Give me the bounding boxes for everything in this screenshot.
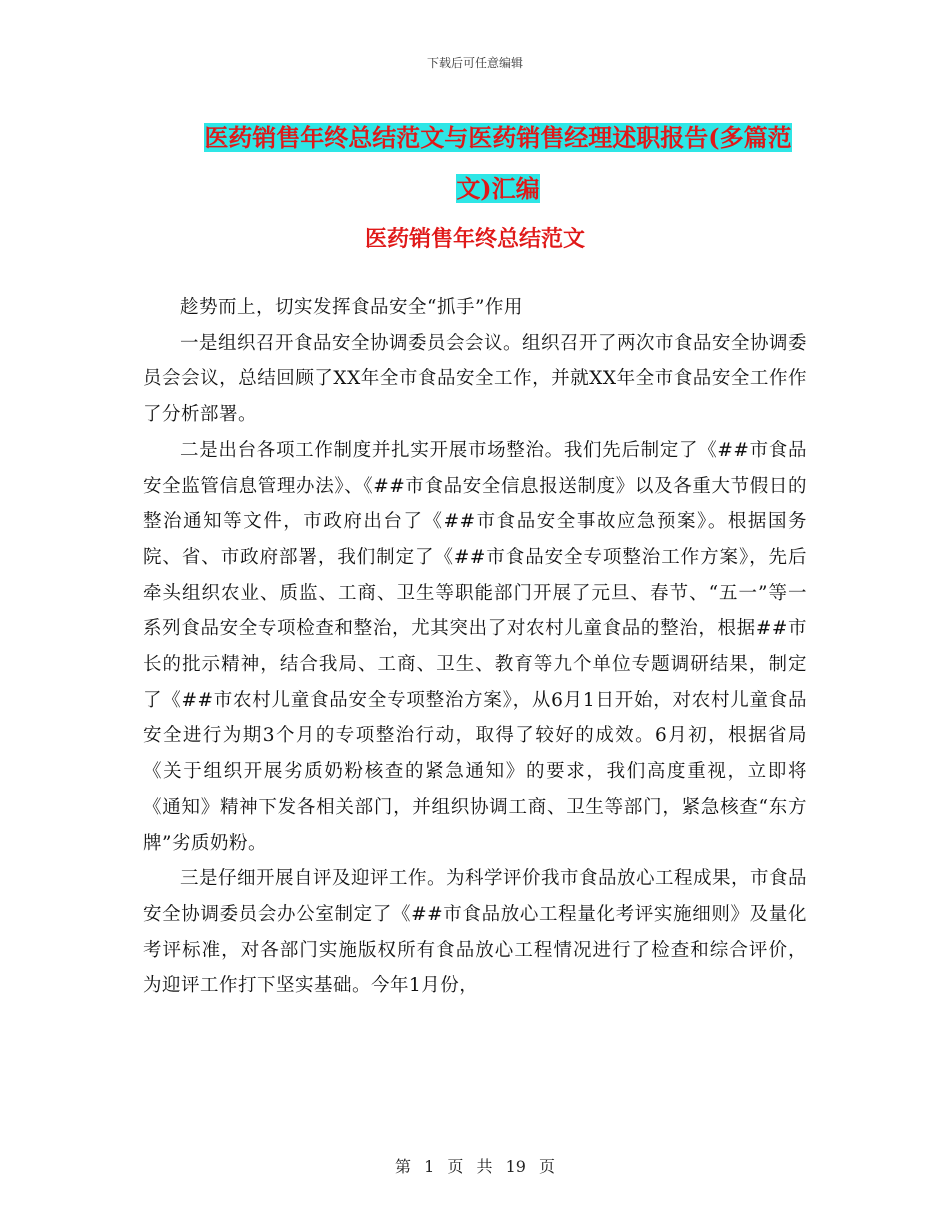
paragraph: 一是组织召开食品安全协调委员会会议。组织召开了两次市食品安全协调委员会会议，总结回顾了XX年全市食品安全工作，并就XX年全市食品安全工作作了分析部署。: [143, 332, 808, 426]
document-title: [188, 112, 808, 214]
paragraph: 二是出台各项工作制度并扎实开展市场整治。我们先后制定了《##市食品安全监管信息管理办法》、《##市食品安全信息报送制度》以及各重大节假日的整治通知等文件，市政府出台了《##市食品安全事故应急预案》。根据国务院、省、市政府部署，我们制定了《##市食品安全专项整治工作方案》，先后牵头组织农业、质监、工商、卫生等职能部门开展了元旦、春节、“五一”等一系列食品安全专项检查和整治，尤其突出了对农村儿童食品的整治，根据##市长的批示精神，结合我局、工商、卫生、教育等九个单位专题调研结果，制定了《##市农村儿童食品安全专项整治方案》，从6月1日开始，对农村儿童食品安全进行为期3个月的专项整治行动，取得了较好的成效。6月初，根据省局《关于组织开展劣质奶粉核查的紧急通知》的要求，我们高度重视，立即将《通知》精神下发各相关部门，并组织协调工商、卫生等部门，紧急核查“东方牌”劣质奶粉。: [143, 439, 807, 854]
header-note: 下载后可任意编辑: [426, 56, 523, 70]
current-page-number: 1: [424, 1157, 435, 1176]
page-label-prefix: 第: [394, 1157, 411, 1176]
total-label: 共: [476, 1157, 493, 1176]
paragraph: 趁势而上，切实发挥食品安全“抓手”作用: [180, 297, 523, 318]
section-title: 医药销售年终总结范文: [364, 226, 585, 252]
paragraph: 三是仔细开展自评及迎评工作。为科学评价我市食品放心工程成果，市食品安全协调委员会办公室制定了《##市食品放心工程量化考评实施细则》及量化考评标准，对各部门实施版权所有食品放心工程情况进行了检查和综合评价，为迎评工作打下坚实基础。今年1月份，: [143, 868, 808, 997]
total-pages-number: 19: [505, 1157, 526, 1176]
document-title-text: 医药销售年终总结范文与医药销售经理述职报告(多篇范文)汇编: [204, 123, 792, 203]
page-label-suffix: 页: [539, 1157, 556, 1176]
page-footer: [0, 1154, 950, 1177]
page-label-mid: 页: [447, 1157, 464, 1176]
document-body: [143, 290, 807, 1004]
